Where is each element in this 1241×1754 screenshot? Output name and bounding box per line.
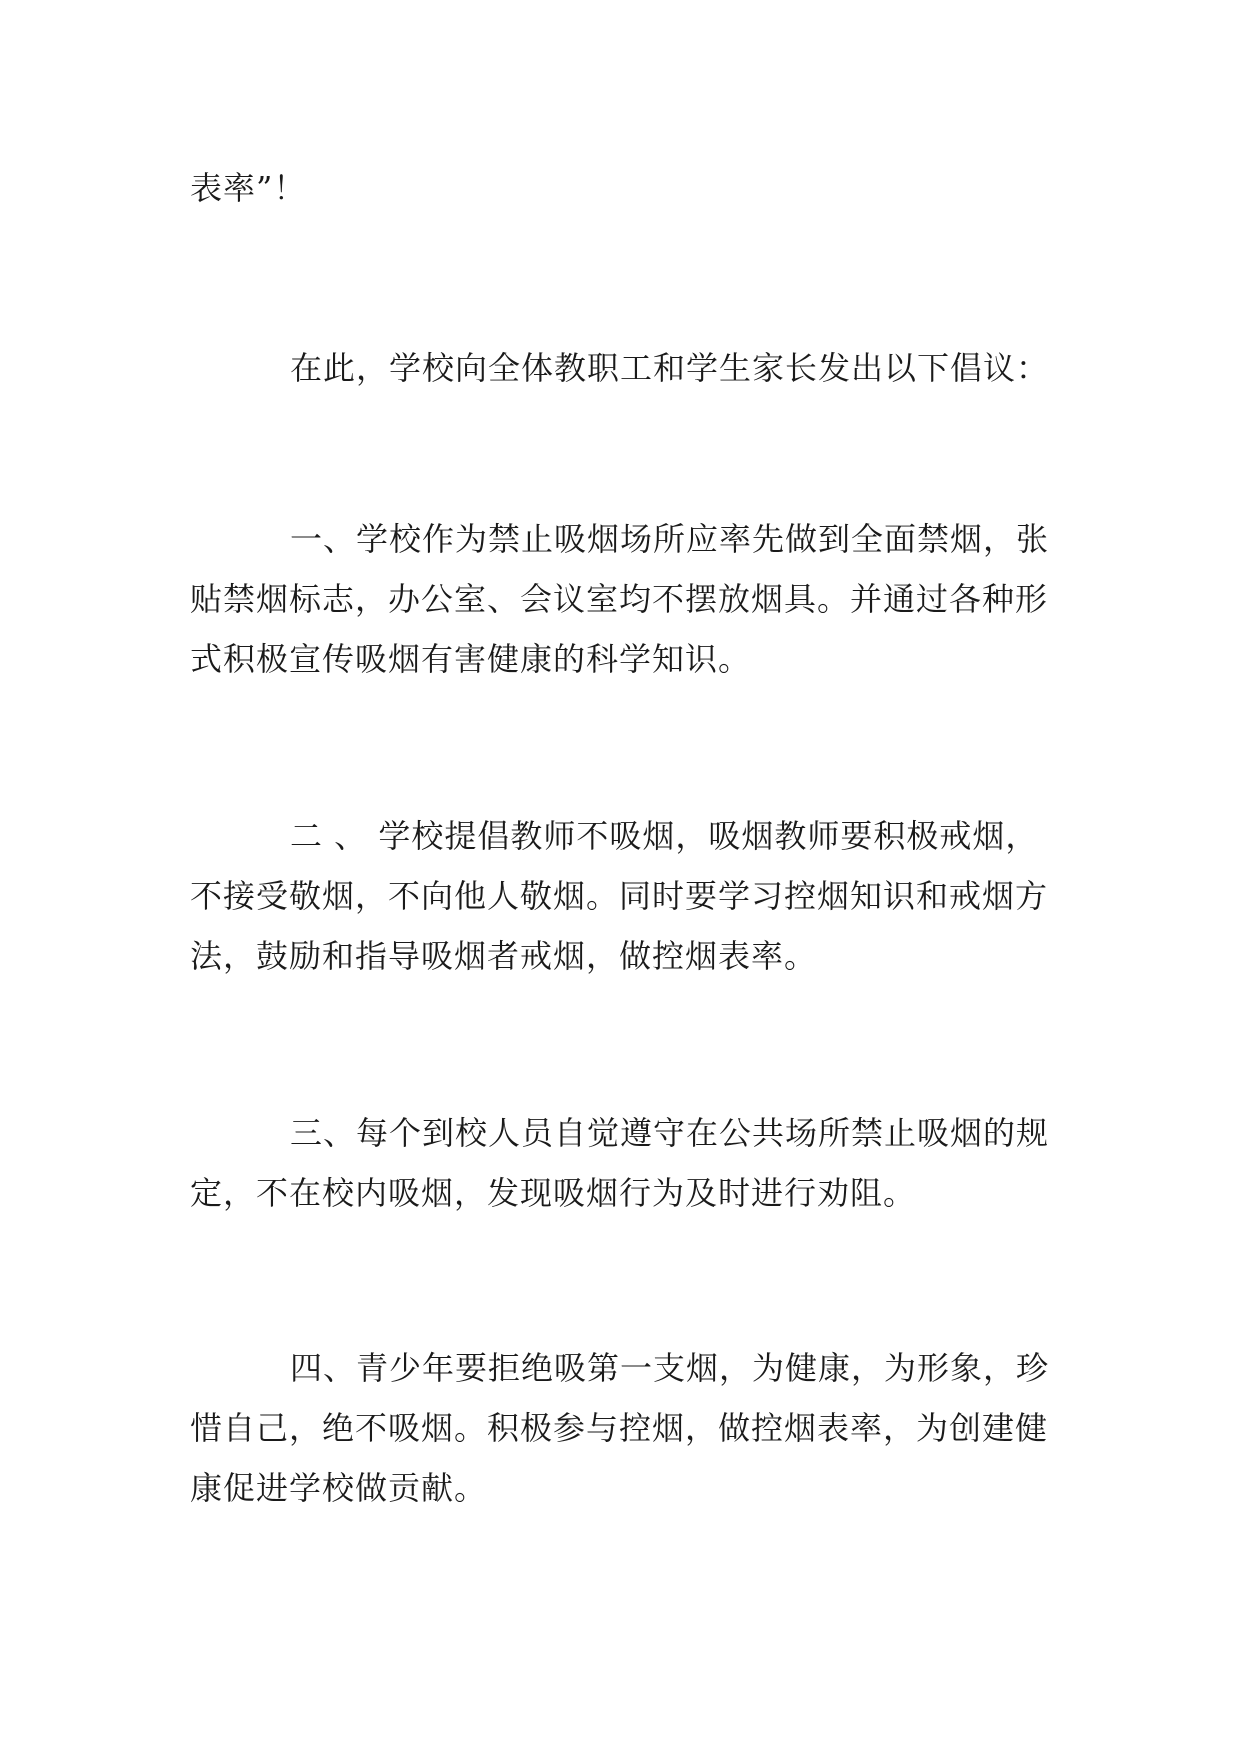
text-line: 贴禁烟标志，办公室、会议室均不摆放烟具。并通过各种形 — [190, 580, 1049, 618]
text-line: 定，不在校内吸烟，发现吸烟行为及时进行劝阻。 — [190, 1174, 917, 1212]
paragraph-item-1 — [190, 509, 1060, 689]
text-line: 惜自己，绝不吸烟。积极参与控烟，做控烟表率，为创建健 — [190, 1409, 1049, 1447]
text-line: 表率”！ — [190, 169, 307, 207]
text-line: 三、每个到校人员自觉遵守在公共场所禁止吸烟的规 — [290, 1114, 1050, 1152]
text-line: 式积极宣传吸烟有害健康的科学知识。 — [190, 640, 752, 678]
text-line: 不接受敬烟，不向他人敬烟。同时要学习控烟知识和戒烟方 — [190, 877, 1049, 915]
text-line: 法，鼓励和指导吸烟者戒烟，做控烟表率。 — [190, 937, 818, 975]
paragraph-item-4 — [190, 1338, 1060, 1518]
text-line: 四、青少年要拒绝吸第一支烟，为健康，为形象，珍 — [290, 1349, 1050, 1387]
paragraph-item-2 — [190, 806, 1060, 986]
paragraph-intro — [190, 338, 1060, 398]
text-line: 二 、 学校提倡教师不吸烟，吸烟教师要积极戒烟， — [290, 817, 1039, 855]
text-line: 在此，学校向全体教职工和学生家长发出以下倡议： — [290, 349, 1050, 387]
paragraph-item-3 — [190, 1103, 1060, 1223]
paragraph-closing-fragment — [190, 158, 1060, 218]
text-line: 康促进学校做贡献。 — [190, 1469, 488, 1507]
text-line: 一、学校作为禁止吸烟场所应率先做到全面禁烟，张 — [290, 520, 1050, 558]
